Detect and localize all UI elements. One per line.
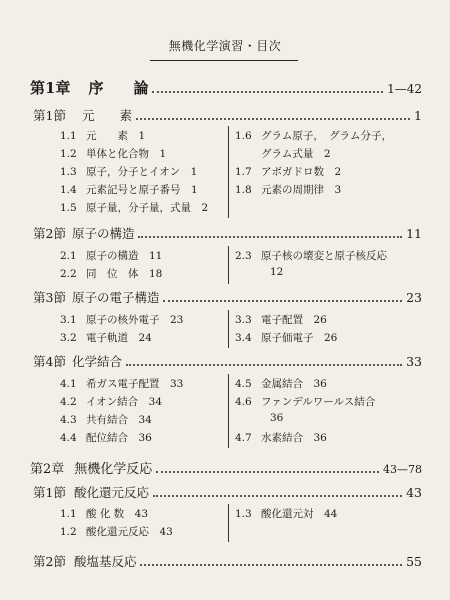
- toc-entry: 3.1 原子の核外電子 23: [60, 314, 184, 326]
- section-page: 55: [406, 554, 422, 569]
- toc-entry: 4.1 希ガス電子配置 33: [60, 378, 184, 390]
- toc-entry: 1.1 元 素 1: [60, 130, 146, 142]
- toc-entry: 4.2 イオン結合 34: [60, 396, 163, 408]
- section-page: 11: [406, 226, 422, 241]
- section-label: 第2節: [33, 226, 66, 241]
- toc-entry: 1.2 単体と化合物 1: [60, 148, 167, 160]
- section-title: 元 素: [81, 108, 132, 123]
- leader-dots: [152, 91, 383, 93]
- toc-entry: 4.5 金属結合 36: [235, 378, 327, 390]
- toc-entry: 1.1 酸 化 数 43: [60, 508, 149, 520]
- section-title: 酸化還元反応: [73, 485, 149, 500]
- section-label: 第4節: [33, 354, 66, 369]
- toc-entry: 1.3 酸化還元対 44: [235, 508, 338, 520]
- page-title: 無機化学演習・目次: [168, 39, 282, 53]
- toc-entry: グラム式量 2: [261, 148, 331, 160]
- toc-entry: 3.4 原子価電子 26: [235, 332, 338, 344]
- leader-dots: [138, 236, 402, 238]
- column-divider: [228, 310, 229, 348]
- header-rule: [150, 60, 298, 61]
- toc-entry-continuation: 36: [270, 412, 284, 424]
- leader-dots: [140, 564, 402, 566]
- chapter-1-title: 序 論: [88, 79, 149, 97]
- leader-dots: [126, 364, 402, 366]
- section-2-2-line: [33, 552, 422, 570]
- chapter-2-label: 第2章: [30, 462, 65, 477]
- toc-entry: 1.8 元素の周期律 3: [235, 184, 342, 196]
- chapter-2-line: [30, 458, 422, 477]
- leader-dots: [153, 495, 402, 497]
- section-page: 23: [406, 290, 422, 305]
- toc-entry: 3.3 電子配置 26: [235, 314, 327, 326]
- toc-entry: 1.3 原子，分子とイオン 1: [60, 166, 198, 178]
- section-title: 化学結合: [71, 354, 122, 369]
- section-label: 第1節: [33, 108, 66, 123]
- toc-entry: 1.2 酸化還元反応 43: [60, 526, 173, 538]
- section-title: 酸塩基反応: [73, 554, 137, 569]
- toc-entry: 1.4 元素記号と原子番号 1: [60, 184, 198, 196]
- column-divider: [228, 246, 229, 284]
- chapter-1-pages: 1—42: [387, 82, 422, 96]
- chapter-2-pages: 43—78: [383, 463, 422, 476]
- section-title: 原子の電子構造: [71, 290, 160, 305]
- leader-dots: [156, 471, 379, 473]
- section-label: 第1節: [33, 485, 66, 500]
- leader-dots: [136, 118, 410, 120]
- toc-entry: 2.1 原子の構造 11: [60, 250, 163, 262]
- column-divider: [228, 374, 229, 448]
- section-2-1-line: [33, 483, 422, 501]
- toc-entry: 4.6 ファンデルワールス結合: [235, 396, 376, 408]
- section-1-1-line: [33, 106, 422, 124]
- toc-entry: 4.3 共有結合 34: [60, 414, 152, 426]
- toc-entry: 1.7 アボガドロ数 2: [235, 166, 342, 178]
- toc-entry-continuation: 12: [270, 266, 284, 278]
- toc-entry: 2.3 原子核の壊変と原子核反応: [235, 250, 387, 262]
- toc-entry: 1.6 グラム原子， グラム分子，: [235, 130, 393, 142]
- section-1-4-line: [33, 352, 422, 370]
- section-1-2-line: [33, 224, 422, 242]
- section-label: 第3節: [33, 290, 66, 305]
- chapter-1-line: [30, 77, 422, 98]
- toc-entry: 4.7 水素結合 36: [235, 432, 327, 444]
- section-label: 第2節: [33, 554, 66, 569]
- chapter-2-title: 無機化学反応: [74, 462, 153, 477]
- section-page: 43: [406, 485, 422, 500]
- toc-entry: 3.2 電子軌道 24: [60, 332, 152, 344]
- toc-entry: 4.4 配位結合 36: [60, 432, 152, 444]
- section-title: 原子の構造: [71, 226, 135, 241]
- column-divider: [228, 504, 229, 542]
- section-page: 33: [406, 354, 422, 369]
- leader-dots: [163, 300, 402, 302]
- column-divider: [228, 126, 229, 218]
- toc-entry: 2.2 同 位 体 18: [60, 268, 163, 280]
- section-page: 1: [414, 108, 422, 123]
- section-1-3-line: [33, 288, 422, 306]
- toc-entry: 1.5 原子量，分子量，式量 2: [60, 202, 209, 214]
- chapter-1-label: 第1章: [30, 79, 71, 97]
